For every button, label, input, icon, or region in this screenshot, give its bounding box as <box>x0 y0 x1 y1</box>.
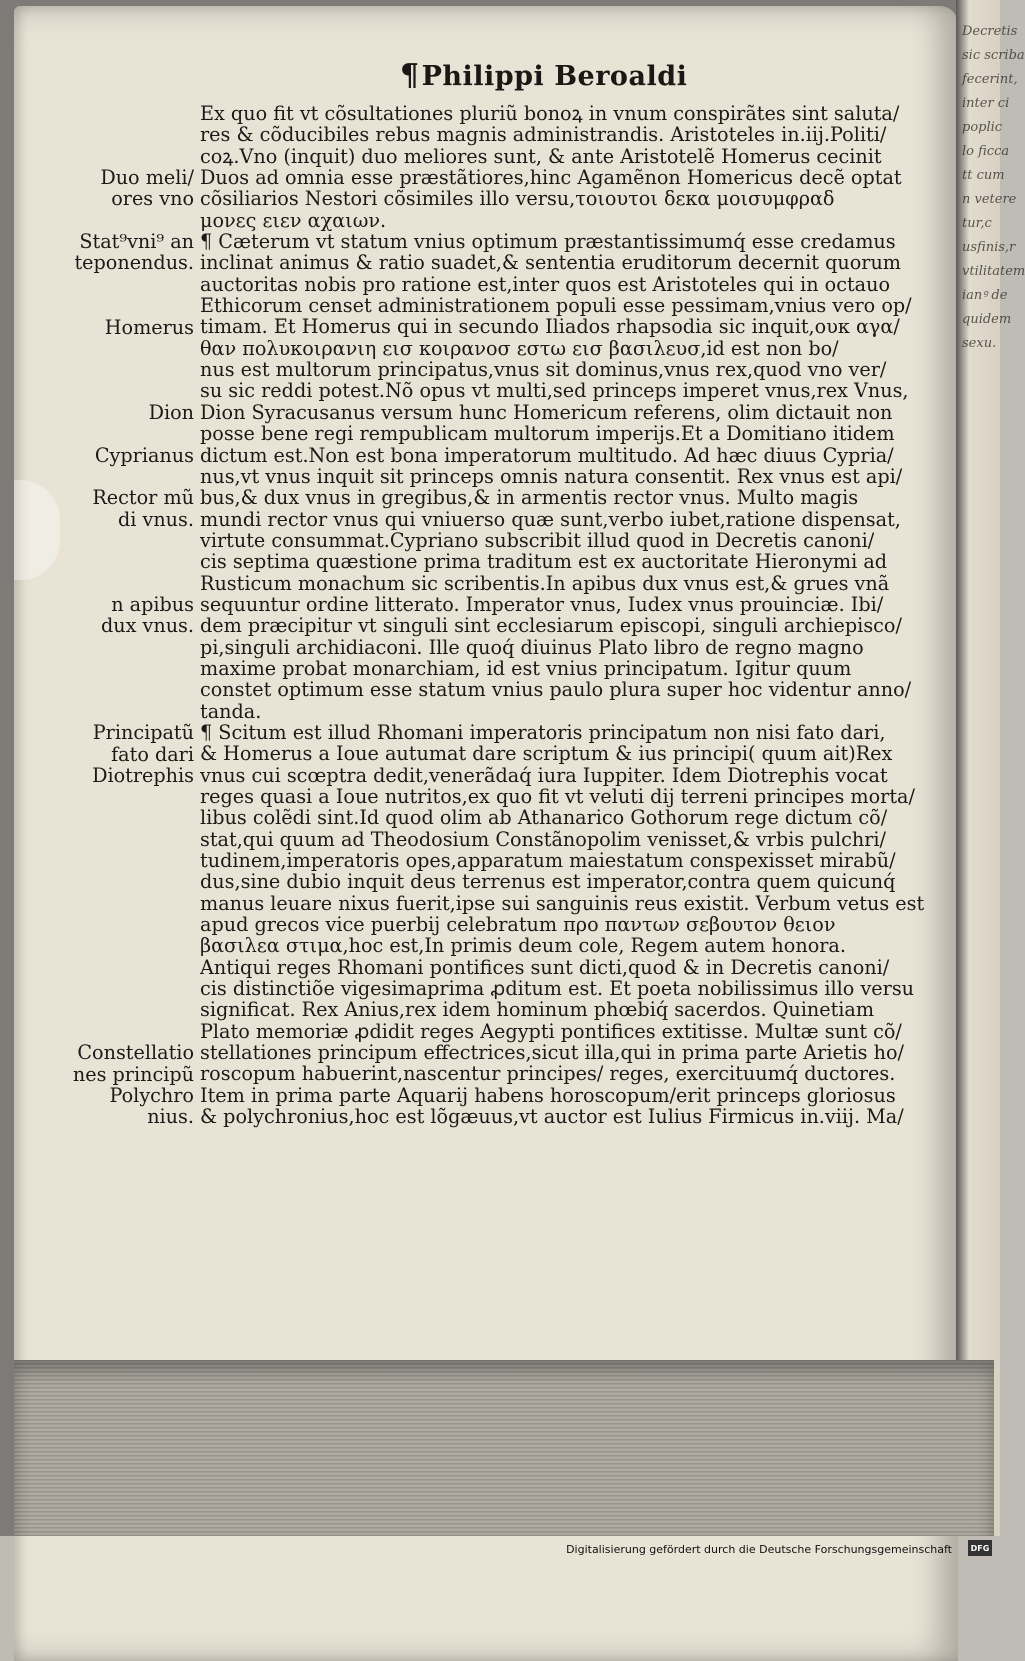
margin-note: fato dari <box>111 742 194 766</box>
dfg-logo: DFG <box>968 1540 992 1556</box>
text-line: libus colẽdi sint.Id quod olim ab Athanarico Gothorum rege dictum cõ/ <box>200 806 888 830</box>
margin-note: dux vnus. <box>100 614 194 638</box>
text-line: pi,singuli archidiaconi. Ille quoq́ diuinus Plato libro de regno magno <box>200 635 864 659</box>
text-line: cis septima quæstione prima traditum est ex auctoritate Hieronymi ad <box>200 550 888 574</box>
margin-note: Polychro <box>109 1084 194 1108</box>
margin-note: Diotrephis <box>92 763 194 787</box>
text-line: dictum est.Non est bona imperatorum multitudo. Ad hæc diuus Cypria/ <box>200 443 894 467</box>
text-line: cõsiliarios Nestori cõsimiles illo versu,τοιουτοι δεκα μοισυμφραδ <box>200 187 835 211</box>
book-page-edges <box>14 1360 994 1536</box>
margin-note: teponendus. <box>74 251 194 275</box>
text-line: posse bene regi rempublicam multorum imperijs.Et a Domitiano itidem <box>200 422 895 446</box>
text-line: βασιλεα στιμα,hoc est,In primis deum cole, Regem autem honora. <box>200 934 846 958</box>
margin-note: ores vno <box>111 187 194 211</box>
header-title: Philippi Beroaldi <box>421 61 688 92</box>
text-line: constet optimum esse statum vnius paulo plura super hoc videntur anno/ <box>200 678 912 702</box>
margin-note: di vnus. <box>117 507 194 531</box>
margin-note: nius. <box>147 1105 194 1129</box>
text-line: dem præcipitur vt singuli sint ecclesiarum episcopi, singuli archiepisco/ <box>200 614 902 638</box>
text-line: & polychronius,hoc est lõgæuus,vt auctor est Iulius Firmicus in.viij. Ma/ <box>200 1105 904 1129</box>
margin-note: Stat⁹vni⁹ an <box>79 230 194 254</box>
margin-note: nes principũ <box>72 1062 194 1086</box>
text-line: Antiqui reges Rhomani pontifices sunt dicti,quod & in Decretis canoni/ <box>200 955 890 979</box>
text-line: manus leuare nixus fuerit,ipse sui sanguinis reus existit. Verbum vetus est <box>200 891 925 915</box>
text-line: Item in prima parte Aquarij habens horoscopum/erit princeps gloriosus <box>200 1083 896 1107</box>
text-line: Ex quo fit vt cõsultationes pluriũ bonoꝝ in vnum conspirãtes sint saluta/ <box>200 102 900 125</box>
text-line: apud grecos vice puerbij celebratum προ παντων σεβουτον θειον <box>200 913 836 937</box>
text-line: roscopum habuerint,nascentur principes/ reges, exercituumq́ ductores. <box>200 1062 896 1086</box>
text-line: & Homerus a Ioue autumat dare scriptum & ius principi( quum ait)Rex <box>200 742 893 766</box>
pilcrow-icon: ¶ <box>400 58 420 93</box>
text-line: maxime probat monarchiam, id est vnius principatum. Igitur quum <box>200 656 852 680</box>
digitization-credit: Digitalisierung gefördert durch die Deutsche Forschungsgemeinschaft <box>566 1543 952 1556</box>
text-line: stat,qui quum ad Theodosium Constãnopolim venisset,& vrbis pulchri/ <box>200 827 886 851</box>
text-line: ¶ Cæterum vt statum vnius optimum præstantissimumq́ esse credamus <box>200 230 896 254</box>
text-line: auctoritas nobis pro ratione est,inter quos est Aristoteles qui in octauo <box>200 272 891 296</box>
running-header <box>400 58 687 93</box>
text-line: Duos ad omnia esse præstãtiores,hinc Agamẽnon Homericus decẽ optat <box>200 166 902 190</box>
text-line: Ethicorum censet administrationem populi esse pessimam,vnius vero op/ <box>200 294 912 318</box>
text-line: θαν πολυκοιρανιη εισ κοιρανοσ εστω εισ βασιλευσ,id est non bo/ <box>200 336 839 360</box>
text-line: cis distinctiõe vigesimaprima ꝓditum est. Et poeta nobilissimus illo versu <box>200 977 915 1001</box>
text-line: nus,vt vnus inquit sit princeps omnis natura consentit. Rex vnus est api/ <box>200 464 903 488</box>
margin-note: Principatũ <box>92 721 194 745</box>
text-line: coꝝ.Vno (inquit) duo meliores sunt, & ante Aristotelẽ Homerus cecinit <box>200 144 882 168</box>
text-line: sequuntur ordine litterato. Imperator vnus, Iudex vnus prouinciæ. Ibi/ <box>200 592 884 616</box>
text-line: nus est multorum principatus,vnus sit dominus,vnus rex,quod vno ver/ <box>200 358 887 382</box>
margin-note: Rector mũ <box>92 486 194 510</box>
text-line: stellationes principum effectrices,sicut illa,qui in prima parte Arietis ho/ <box>200 1041 904 1065</box>
text-line: μονες ειεν αχαιων. <box>200 208 387 232</box>
text-line: su sic reddi potest.Nõ opus vt multi,sed princeps imperet vnus,rex Vnus, <box>200 379 909 403</box>
margin-note: n apibus <box>111 593 194 617</box>
text-line: bus,& dux vnus in gregibus,& in armentis rector vnus. Multo magis <box>200 486 859 510</box>
margin-note: Dion <box>148 400 194 424</box>
margin-note: Homerus <box>104 315 194 339</box>
text-line: virtute consummat.Cypriano subscribit illud quod in Decretis canoni/ <box>200 528 875 552</box>
margin-note: Constellatio <box>77 1041 194 1065</box>
text-line: Plato memoriæ ꝓdidit reges Aegypti pontifices extitisse. Multæ sunt cõ/ <box>200 1019 902 1043</box>
body-text <box>200 102 925 1129</box>
text-line: inclinat animus & ratio suadet,& sententia eruditorum decernit quorum <box>200 251 901 275</box>
text-line: mundi rector vnus qui vniuerso quæ sunt,verbo iubet,ratione dispensat, <box>200 507 901 531</box>
adjacent-page-edge: Decretis sic scriba fecerint, inter ci poplic lo ficca tt cum n vetere tur,c usfinis,r vtilitatem ianꝰ de quidem sexu. <box>956 0 1000 1536</box>
margin-note: Cyprianus <box>94 443 194 467</box>
text-line: Rusticum monachum sic scribentis.In apibus dux vnus est,& grues vnã <box>200 571 890 595</box>
margin-note: Duo meli/ <box>100 166 194 190</box>
text-line: dus,sine dubio inquit deus terrenus est imperator,contra quem quicunq́ <box>200 870 896 894</box>
text-line: tudinem,imperatoris opes,apparatum maiestatum conspexisset mirabũ/ <box>200 849 896 873</box>
text-line: res & cõducibiles rebus magnis administrandis. Aristoteles in.iij.Politi/ <box>200 123 887 147</box>
text-line: timam. Et Homerus qui in secundo Iliados rhapsodia sic inquit,ουκ αγα/ <box>200 315 900 339</box>
text-line: Dion Syracusanus versum hunc Homericum referens, olim dictauit non <box>200 400 893 424</box>
text-line: vnus cui scœptra dedit,venerãdaq́ iura Iuppiter. Idem Diotrephis vocat <box>200 763 888 787</box>
text-line: ¶ Scitum est illud Rhomani imperatoris principatum non nisi fato dari, <box>200 720 886 744</box>
text-line: tanda. <box>200 699 262 723</box>
text-line: significat. Rex Anius,rex idem hominum phœbiq́ sacerdos. Quinetiam <box>200 998 875 1022</box>
text-line: reges quasi a Ioue nutritos,ex quo fit vt veluti dij terreni principes morta/ <box>200 785 915 808</box>
